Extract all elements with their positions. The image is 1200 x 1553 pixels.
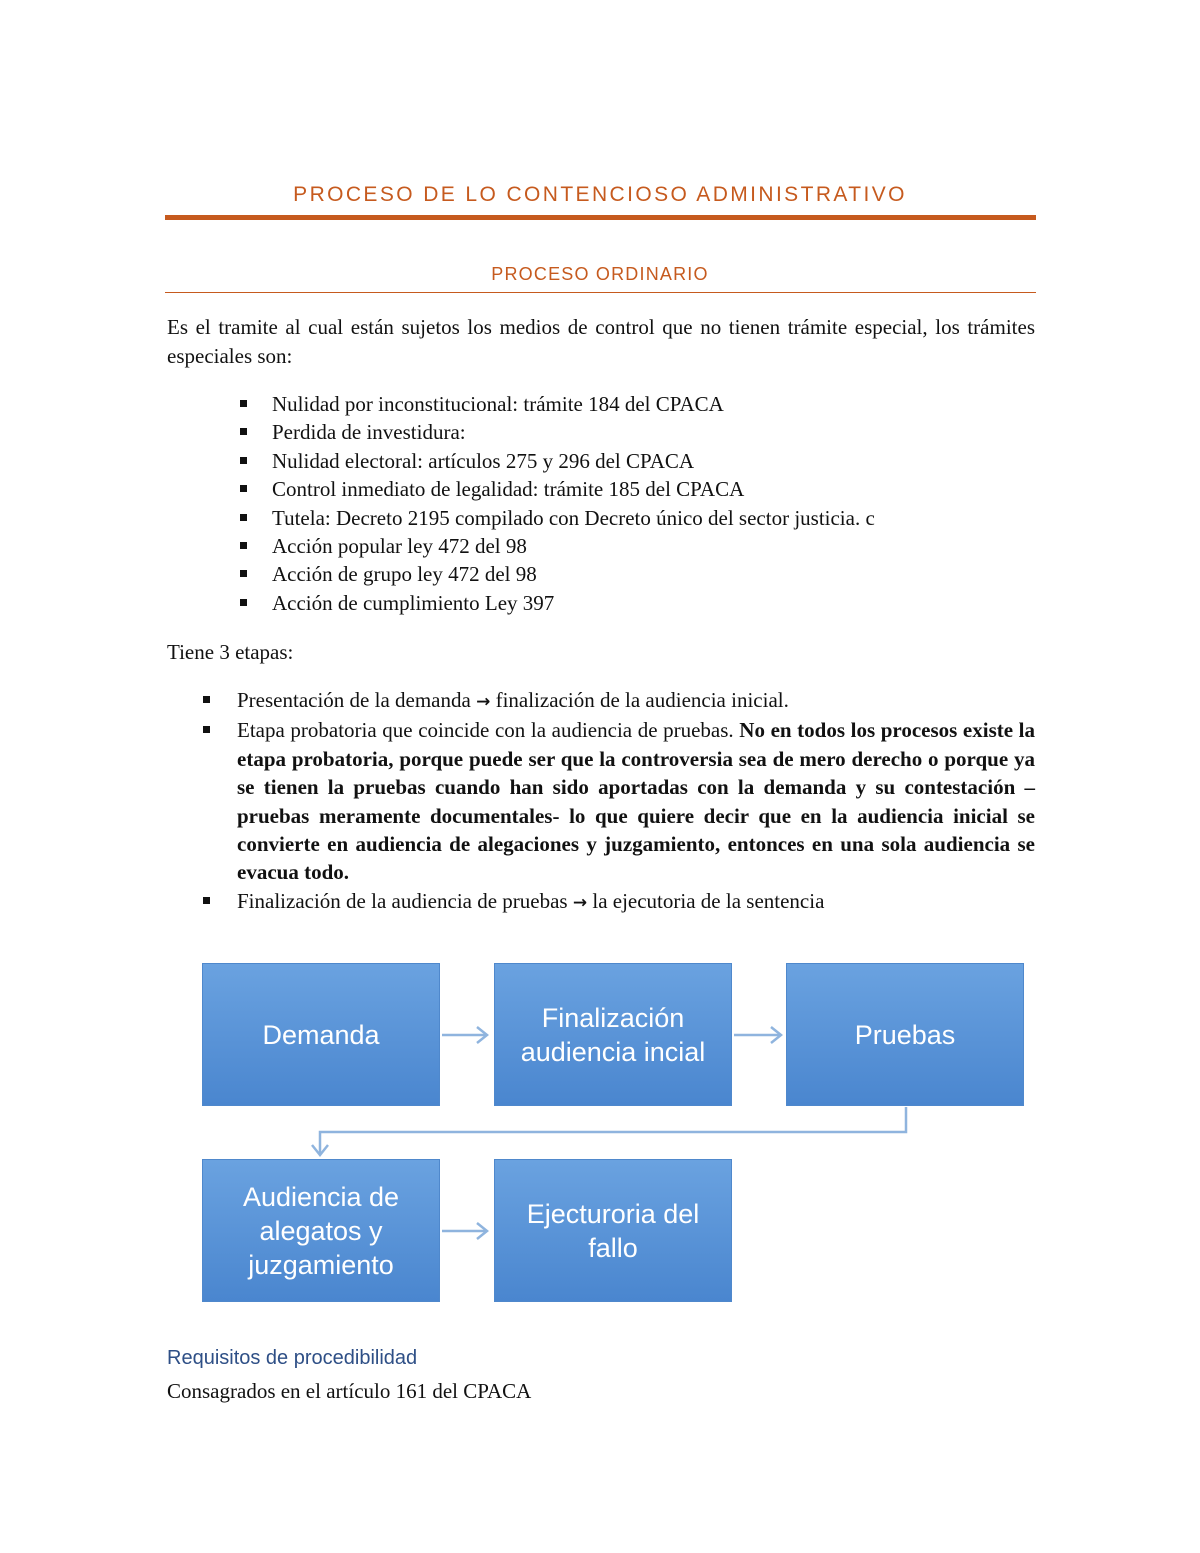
section-subtitle: PROCESO ORDINARIO bbox=[491, 264, 709, 284]
connector-elbow bbox=[320, 1107, 906, 1154]
stage-3-end: la ejecutoria de la sentencia bbox=[592, 888, 825, 913]
stages-label: Tiene 3 etapas: bbox=[167, 640, 294, 664]
stage-3-start: Finalización de la audiencia de pruebas bbox=[237, 888, 568, 913]
list-item: Acción de grupo ley 472 del 98 bbox=[240, 560, 1020, 588]
list-item: Acción de cumplimiento Ley 397 bbox=[240, 589, 1020, 617]
list-item: Nulidad electoral: artículos 275 y 296 del CPACA bbox=[240, 447, 1020, 475]
list-item: Nulidad por inconstitucional: trámite 184 del CPACA bbox=[240, 390, 1020, 418]
list-item: Tutela: Decreto 2195 compilado con Decreto único del sector justicia. c bbox=[240, 504, 1020, 532]
stage-2-text: Etapa probatoria que coincide con la audiencia de pruebas. bbox=[237, 718, 734, 743]
requirements-heading: Requisitos de procedibilidad bbox=[167, 1347, 418, 1369]
page-title: PROCESO DE LO CONTENCIOSO ADMINISTRATIVO bbox=[293, 183, 907, 206]
requirements-text: Consagrados en el artículo 161 del CPACA bbox=[167, 1379, 532, 1403]
stage-1-end: finalización de la audiencia inicial. bbox=[495, 688, 789, 712]
flow-box-ejecutoria: Ejecturoria del fallo bbox=[494, 1159, 732, 1302]
flow-box-finalizacion: Finalización audiencia incial bbox=[494, 963, 732, 1106]
list-item: Perdida de investidura: bbox=[240, 418, 1020, 446]
intro-paragraph: Es el tramite al cual están sujetos los medios de control que no tienen trámite especial, los trámites especiales son: bbox=[167, 315, 1035, 368]
list-item: Acción popular ley 472 del 98 bbox=[240, 532, 1020, 560]
flow-box-demanda: Demanda bbox=[202, 963, 440, 1106]
list-item: Control inmediato de legalidad: trámite 185 del CPACA bbox=[240, 475, 1020, 503]
stage-2-note: No en todos los procesos existe la etapa probatoria, porque puede ser que la controversia sea de mero derecho o porque ya se tienen la pruebas cuando han sido aportadas con la demanda y su contestación –pruebas meramente documentales- lo que quiere decir que en la audiencia inicial se convierte en audiencia de alegaciones y juzgamiento, entonces en una sola audiencia se evacua todo. bbox=[237, 718, 1036, 885]
flow-box-audiencia: Audiencia de alegatos y juzgamiento bbox=[202, 1159, 440, 1302]
flow-box-pruebas: Pruebas bbox=[786, 963, 1024, 1106]
arrow-right-icon: → bbox=[572, 892, 588, 913]
arrow-right-icon: → bbox=[476, 692, 491, 712]
stage-1-start: Presentación de la demanda bbox=[237, 688, 471, 712]
